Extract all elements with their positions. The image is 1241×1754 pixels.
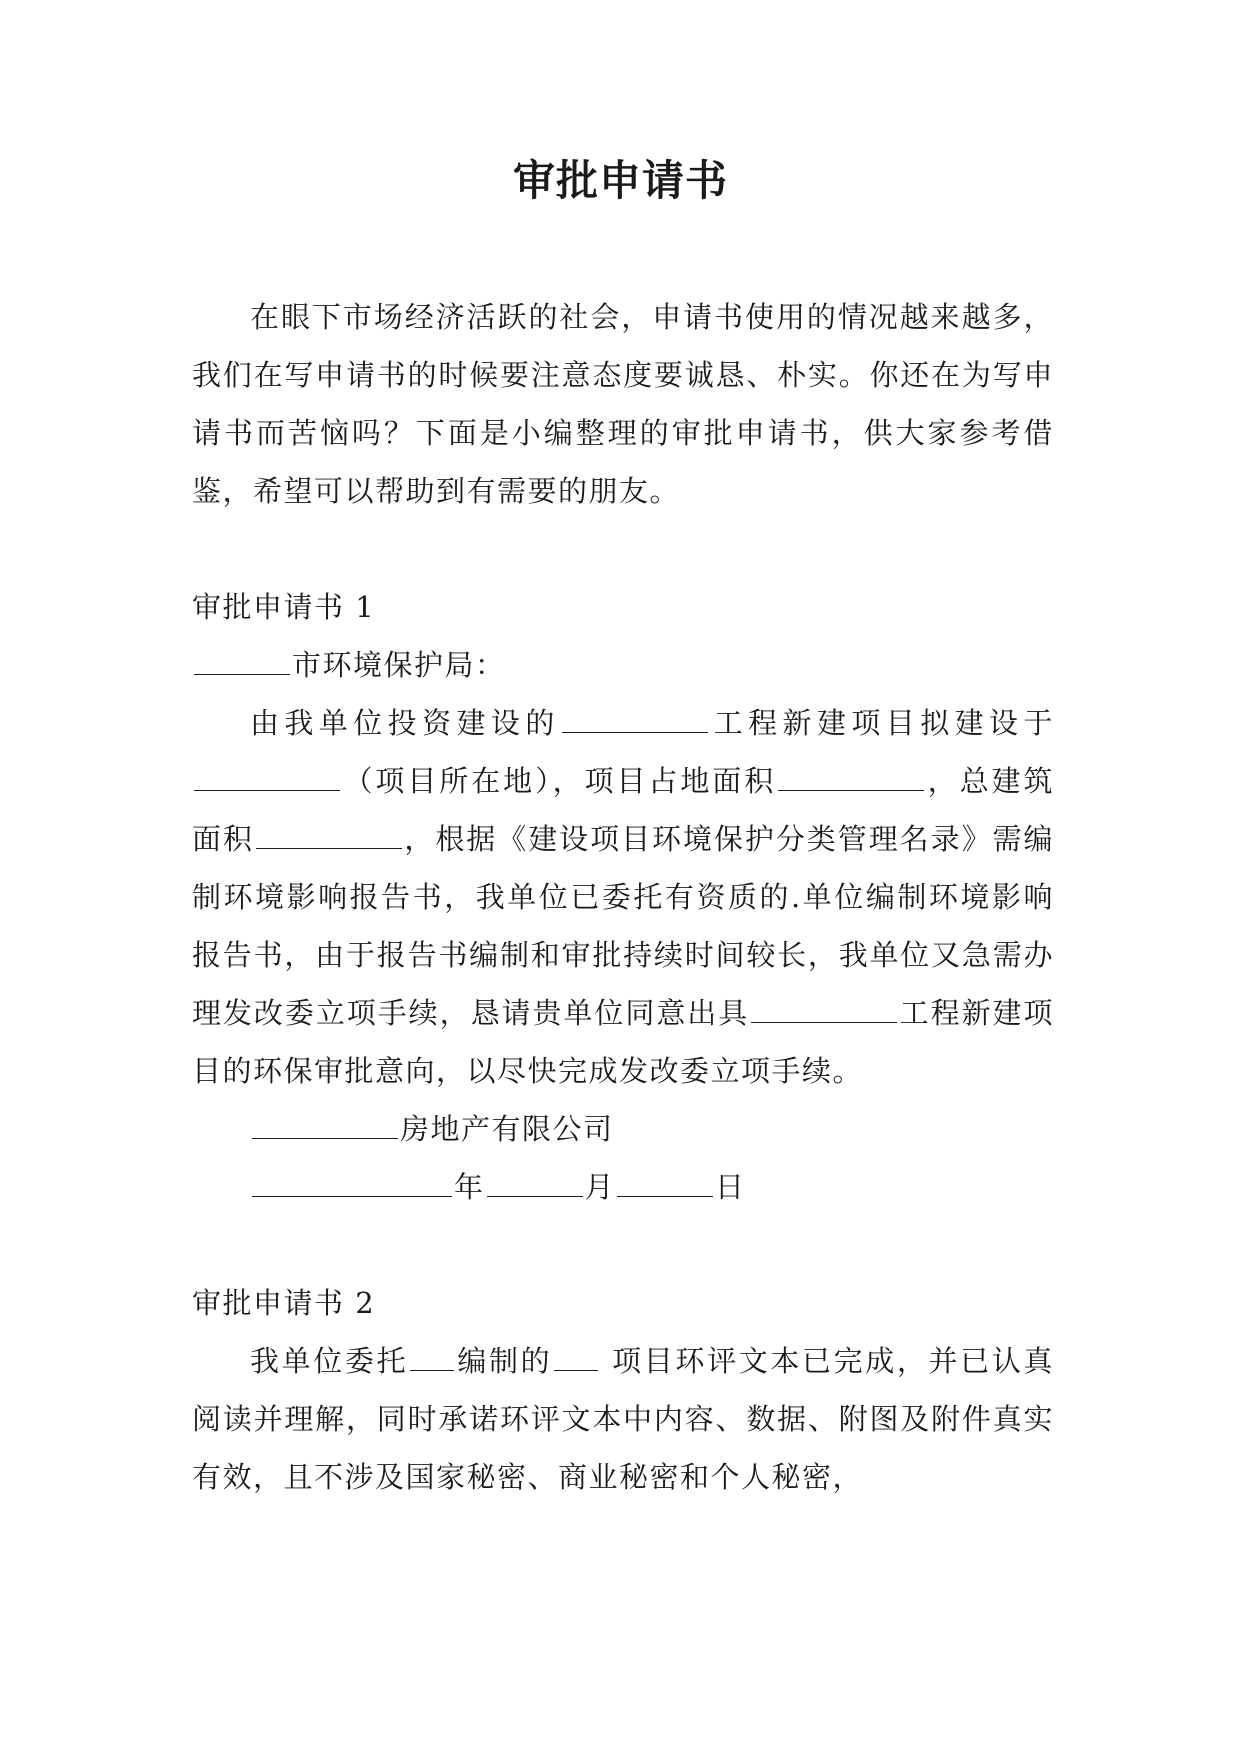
- signature-text: 房地产有限公司: [400, 1112, 614, 1146]
- blank-line: [554, 1341, 598, 1371]
- blank-line: [617, 1167, 713, 1197]
- intro-paragraph: 在眼下市场经济活跃的社会，申请书使用的情况越来越多，我们在写申请书的时候要注意态度要诚恳、朴实。你还在为写申请书而苦恼吗？下面是小编整理的审批申请书，供大家参考借鉴，希望可以帮助到有需要的朋友。: [192, 300, 1054, 508]
- section1-heading: 审批申请书 1: [192, 590, 376, 624]
- document-body: [192, 288, 1054, 1506]
- date-month: 月: [584, 1170, 616, 1204]
- blank-line: [194, 645, 290, 675]
- text-segment: （项目所在地），项目占地面积: [342, 764, 777, 798]
- spacer: [192, 1216, 1054, 1274]
- text-segment: ，总建筑面积: [192, 764, 1054, 856]
- blank-line: [562, 703, 708, 733]
- text-segment: 工程新建项目的环保审批意向，以尽快完成发改委立项手续。: [192, 996, 1054, 1088]
- section1-paragraph: [192, 694, 1054, 1100]
- blank-line: [252, 1109, 398, 1139]
- spacer: [192, 520, 1054, 578]
- blank-line: [194, 761, 340, 791]
- section2-paragraph: [192, 1332, 1054, 1506]
- text-segment: 项目环评文本已完成，并已认真阅读并理解，同时承诺环评文本中内容、数据、附图及附件真实有效，且不涉及国家秘密、商业秘密和个人秘密，: [192, 1344, 1054, 1494]
- text-segment: 由我单位投资建设的: [250, 706, 560, 740]
- blank-line: [778, 761, 924, 791]
- text-segment: 编制的: [456, 1344, 553, 1378]
- text-segment: 我单位委托: [250, 1344, 409, 1378]
- text-segment: 工程新建项目拟建设于: [709, 706, 1054, 740]
- section2-heading: 审批申请书 2: [192, 1286, 376, 1320]
- addressee-text: 市环境保护局：: [292, 648, 506, 682]
- blank-line: [487, 1167, 583, 1197]
- blank-line: [256, 819, 402, 849]
- date-day: 日: [715, 1170, 746, 1204]
- blank-line: [410, 1341, 454, 1371]
- document-title: 审批申请书: [512, 156, 728, 205]
- section1-addressee: [192, 636, 1054, 694]
- section1-date: [192, 1158, 1054, 1216]
- blank-line: [751, 993, 897, 1023]
- blank-line: [252, 1167, 452, 1197]
- section1-signature: [192, 1100, 1054, 1158]
- text-segment: ，根据《建设项目环境保护分类管理名录》需编制环境影响报告书，我单位已委托有资质的.单位编制环境影响报告书，由于报告书编制和审批持续时间较长，我单位又急需办理发改委立项手续，恳请贵单位同意出具: [192, 822, 1054, 1030]
- date-year: 年: [454, 1170, 485, 1204]
